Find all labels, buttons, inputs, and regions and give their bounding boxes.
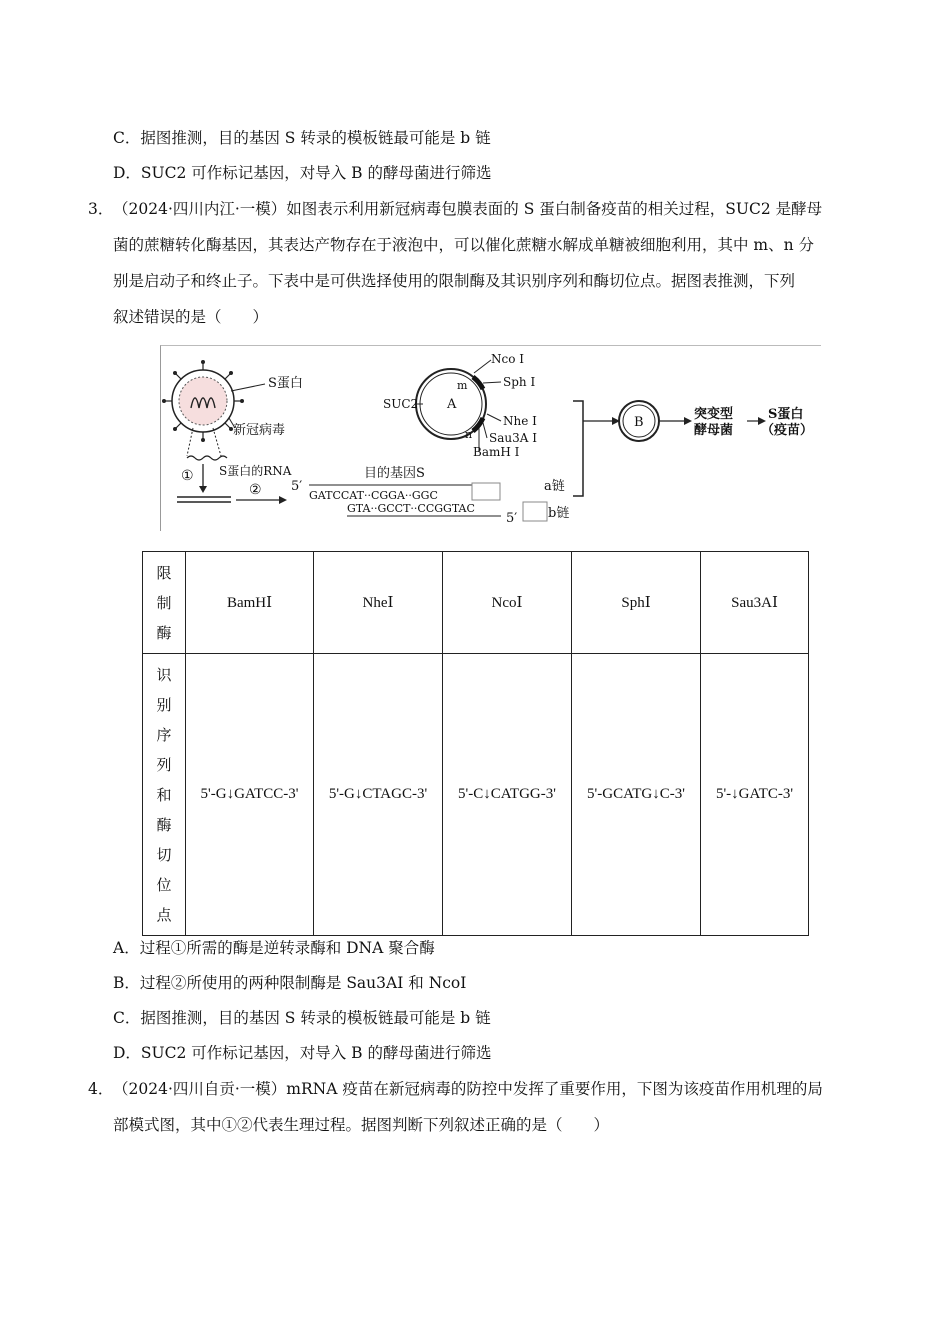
gene-engineering-figure	[160, 345, 821, 531]
nhe-site-label: Nhe Ⅰ	[503, 414, 537, 428]
vaccine-label-1: S蛋白	[768, 407, 804, 422]
nco-site-label: Nco Ⅰ	[491, 352, 524, 366]
option-b: B．过程②所使用的两种限制酶是 Sau3AⅠ 和 NcoⅠ	[113, 974, 467, 992]
table-row-site	[143, 654, 809, 936]
sau3a-site-label: Sau3A Ⅰ	[489, 431, 537, 445]
question-3-line-1: （2024·四川内江·一模）如图表示利用新冠病毒包膜表面的 S 蛋白制备疫苗的相关过程，SUC2 是酵母	[113, 200, 823, 218]
step-2-label: ②	[249, 482, 262, 498]
virus-label: 新冠病毒	[233, 423, 286, 438]
question-3-line-4: 叙述错误的是（ ）	[113, 308, 269, 326]
chain-b-label: b链	[548, 506, 570, 521]
sequence-b: GTA··GCCT··CCGGTAC	[347, 502, 475, 515]
enzyme-cell: SphⅠ	[572, 552, 701, 654]
s-protein-label: S蛋白	[268, 376, 303, 391]
site-cell: 5'-G↓GATCC-3'	[186, 654, 314, 936]
sequence-a: GATCCAT··CGGA··GGC	[309, 489, 438, 502]
terminator-n-label: n	[465, 428, 473, 441]
option-a: A．过程①所需的酶是逆转录酶和 DNA 聚合酶	[113, 939, 435, 957]
table-row-enzyme	[143, 552, 809, 654]
site-cell: 5'-↓GATC-3'	[701, 654, 809, 936]
question-4-number: 4．	[88, 1080, 114, 1098]
option-c: C．据图推测，目的基因 S 转录的模板链最可能是 b 链	[113, 1009, 491, 1027]
site-cell: 5'-GCATG↓C-3'	[572, 654, 701, 936]
option-d: D．SUC2 可作标记基因，对导入 B 的酵母菌进行筛选	[113, 1044, 492, 1062]
site-cell: 5'-G↓CTAGC-3'	[314, 654, 443, 936]
five-prime-a: 5′	[291, 479, 303, 494]
chain-a-label: a链	[544, 479, 565, 494]
row-header-site: 识别序列和酶切位点	[143, 654, 186, 936]
question-3-number: 3．	[88, 200, 114, 218]
option-c-prev: C．据图推测，目的基因 S 转录的模板链最可能是 b 链	[113, 129, 491, 147]
target-gene-label: 目的基因S	[364, 466, 425, 481]
enzyme-cell: NcoⅠ	[443, 552, 572, 654]
option-d-prev: D．SUC2 可作标记基因，对导入 B 的酵母菌进行筛选	[113, 164, 492, 182]
enzyme-cell: BamHⅠ	[186, 552, 314, 654]
virus-illustration	[162, 360, 265, 460]
enzyme-cell: NheⅠ	[314, 552, 443, 654]
mutant-yeast-label-1: 突变型	[694, 407, 734, 422]
row-header-enzyme: 限制酶	[143, 552, 186, 654]
plasmid-a-label: A	[447, 397, 457, 412]
vaccine-label-2: （疫苗）	[761, 423, 814, 438]
restriction-enzyme-table	[142, 551, 809, 936]
promoter-m-label: m	[457, 379, 468, 392]
question-4-line-2: 部模式图，其中①②代表生理过程。据图判断下列叙述正确的是（ ）	[113, 1116, 610, 1134]
question-4-line-1: （2024·四川自贡·一模）mRNA 疫苗在新冠病毒的防控中发挥了重要作用，下图为该疫苗作用机理的局	[113, 1080, 823, 1098]
question-3-line-2: 菌的蔗糖转化酶基因，其表达产物存在于液泡中，可以催化蔗糖水解成单糖被细胞利用，其中 m、n 分	[113, 236, 815, 254]
site-cell: 5'-C↓CATGG-3'	[443, 654, 572, 936]
s-rna-label: S蛋白的RNA	[219, 464, 292, 478]
five-prime-b: 5′	[506, 511, 518, 526]
question-3-line-3: 别是启动子和终止子。下表中是可供选择使用的限制酶及其识别序列和酶切位点。据图表推测，下列	[113, 272, 796, 290]
enzyme-cell: Sau3AⅠ	[701, 552, 809, 654]
suc2-label: SUC2	[383, 397, 419, 411]
mutant-yeast-label-2: 酵母菌	[694, 423, 734, 438]
plasmid-b-label: B	[634, 415, 644, 430]
sph-site-label: Sph Ⅰ	[503, 375, 536, 389]
step-1-label: ①	[181, 468, 194, 484]
bamh-site-label: BamH Ⅰ	[473, 445, 520, 459]
